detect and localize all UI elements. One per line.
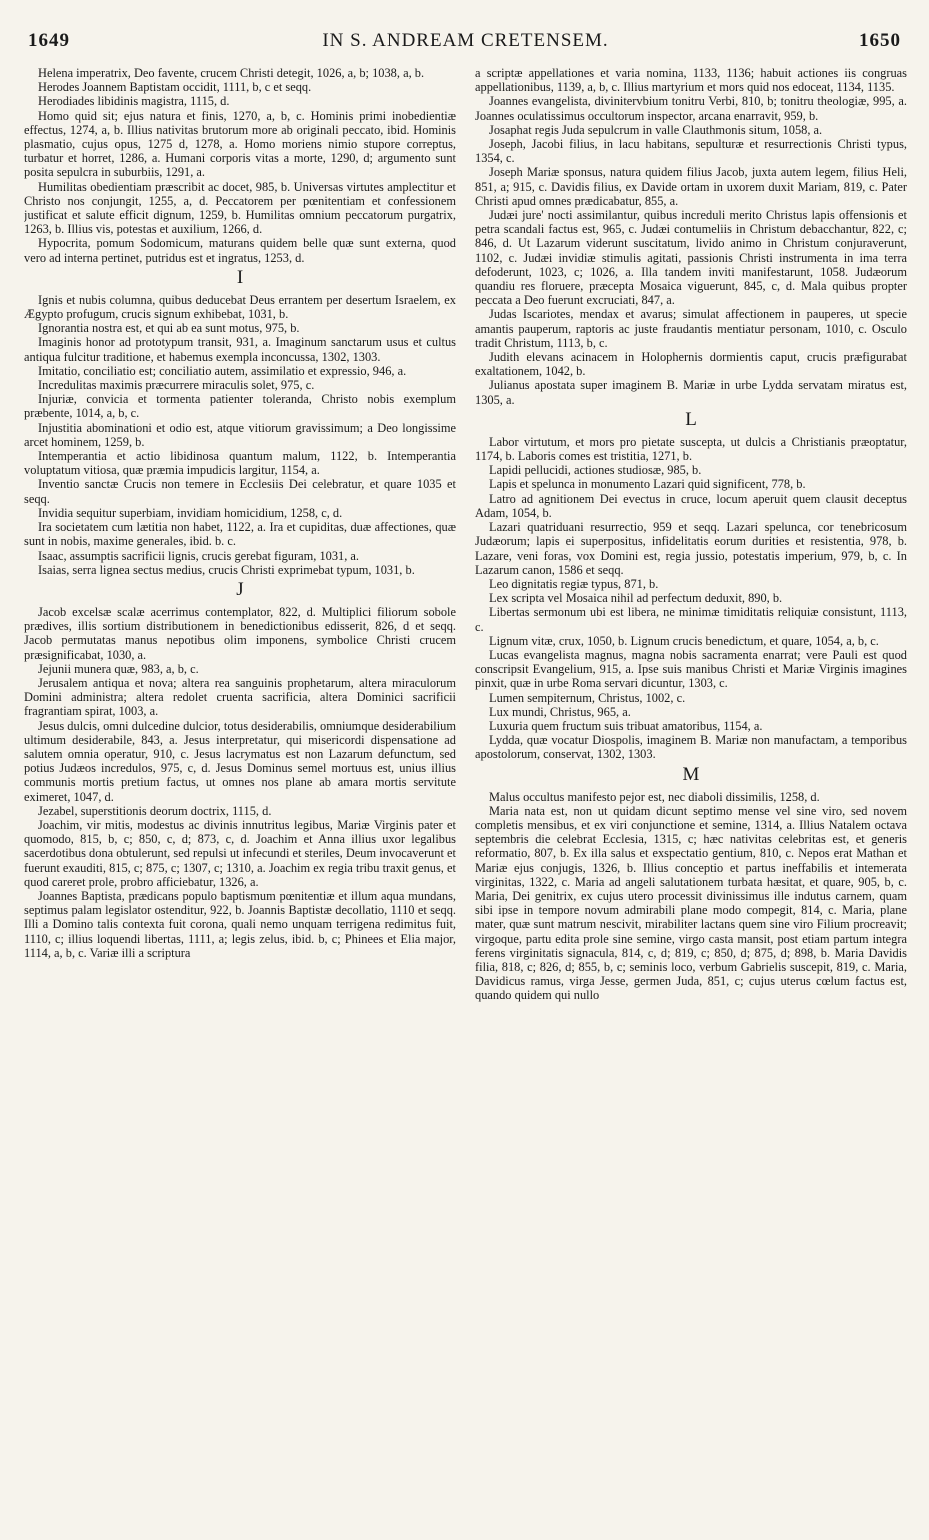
index-entry: Lignum vitæ, crux, 1050, b. Lignum crucis benedictum, et quare, 1054, a, b, c. [489,633,879,648]
index-entry: Herodiades libidinis magistra, 1115, d. [38,94,230,109]
index-entry: Josaphat regis Juda sepulcrum in valle Clauthmonis situm, 1058, a. [489,122,823,137]
index-entry: Jejunii munera quæ, 983, a, b, c. [38,661,199,676]
index-entry: Lux mundi, Christus, 965, a. [489,704,631,719]
index-entry: Joannes evangelista, divinitervbium tonitru Verbi, 810, b; tonitru theologiæ, 995, a. Joannes oculatissimus occultorum inspector, arcana enarravit, 959, b. [475,94,907,123]
section-letter: L [685,408,697,430]
index-entry: Labor virtutum, et mors pro pietate suscepta, ut dulcis a Christianis præoptatur, 1174, b. Laboris comes est tristitia, 1271, b. [475,434,907,464]
index-entry: Ignorantia nostra est, et qui ab ea sunt motus, 975, b. [38,321,300,336]
index-entry: Lydda, quæ vocatur Diospolis, imaginem B. Mariæ non manufactam, a temporibus apostolorum, conservat, 1302, 1303. [475,733,907,762]
index-entry: Lazari quatriduani resurrectio, 959 et seqq. Lazari spelunca, cor tenebricosum Judæorum; lapis ei superpositus, infidelitatis eorum durities et resistentia, 978, b. Lazare, veni foras, vox Domini est, regia jussio, potestatis imperium, 979, b, c. In Lazarum canon, 1586 et seqq. [475,520,907,577]
index-entry: Isaac, assumptis sacrificii lignis, crucis gerebat figuram, 1031, a. [38,548,360,563]
running-title: IN S. ANDREAM CRETENSEM. [322,30,609,51]
index-entry: Injuriæ, convicia et tormenta patienter toleranda, Christo nobis exemplum præbente, 1014, a, b, c. [24,392,456,421]
index-entry: Jesus dulcis, omni dulcedine dulcior, totus desiderabilis, omniumque desiderabilium ultimum desiderabile, 843, a. Jesus interpretatur, qui misericordi dispensatione ad salutem omnia operatur, 910, c. Jesus lacrymatus est non Lazarum defunctum, sed potius Judæos incredulos, 975, c, d. Jesus Dominus semel mortuus est, unius illius communis mortis pretium factus, ut omnes nos plane ab amara mortis servitute eximeret, 1047, d. [24,718,456,804]
left-column [24,66,456,1003]
section-letter: J [236,578,244,600]
index-entry: Luxuria quem fructum suis tribuat amatoribus, 1154, a. [489,718,763,733]
index-entry: Judas Iscariotes, mendax et avarus; simulat affectionem in pauperes, ut specie amantis pauperum, raptoris ac juste fraudantis mentiatur personam, 1010, c. Osculo tradit Christum, 1113, b, c. [475,307,907,350]
index-entry: Intemperantia et actio libidinosa quantum malum, 1122, b. Intemperantia voluptatum vitiosa, quæ præmia impudicis largitur, 1154, a. [24,449,456,478]
index-entry: Incredulitas maximis præcurrere miraculis solet, 975, c. [38,378,315,393]
running-header [24,30,907,64]
right-column [475,66,907,1003]
index-entry: Jerusalem antiqua et nova; altera rea sanguinis prophetarum, altera miraculorum Domini administra; altera redolet cruenta sacrificia, altera Dominici sacrificii fragrantiam spirat, 1003, a. [24,675,456,719]
index-entry: Maria nata est, non ut quidam dicunt septimo mense vel sine viro, sed novem completis mensibus, et ex viri conjunctione et semine, 1314, a. Illius Natalem octava septembris die celebrat Ecclesia, 1315, c; hæc nativitas celebritas est, et generis reformatio, 807, b. Ex illa salus et exspectatio gentium, 810, c. Nepos erat Mathan et Mariæ ejus conjugis, 1326, b. Illius conceptio et partus ineffabilis et intemerata virginitas, 1322, c. Maria ad angeli salutationem turbata hæsitat, et quare, 905, b, c. Maria, Dei genitrix, ex cujus utero processit divinissimus ille indutus carnem, quam sibi ipse in tempore novum admirabili plane modo compegit, 814, c. Maria, plane mater, quæ sunt matrum nescivit, mirabiliter lactans quem sine viro Filium procreavit; virgoque, partu edita prole sine semine, virgo casta mansit, post etiam partum integra ferens virginitatis signacula, 814, c, d; 819, c; 850, d; 875, d; 898, b. Maria Davidis filia, 818, c; 826, d; 855, b, c; seminis loco, verbum Gabrielis suscepit, 819, c. Maria, Davidicus ramus, virga Jesse, germen Juda, 851, c; cujus uterus cœlum factus est, quando quidem qui nullo [475,803,907,1003]
index-entry: Ira societatem cum lætitia non habet, 1122, a. Ira et cupiditas, duæ affectiones, quæ sunt in nobis, maxime generales, ibid. b. c. [24,520,456,549]
section-letter: I [236,266,244,288]
index-entry: Jacob excelsæ scalæ acerrimus contemplator, 822, d. Multiplici filiorum sobole prædives, illis sortium distributionem in benedictionibus edisserit, 826, d et seqq. Jacob permutatas manus nepotibus olim imponens, symbolice Christi crucem præsignificabat, 1030, a. [24,604,456,662]
index-columns [24,66,907,1003]
index-entry: Joseph, Jacobi filius, in lacu habitans, sepulturæ et resurrectionis Christi typus, 1354, c. [475,137,907,166]
index-entry: Invidia sequitur superbiam, invidiam homicidium, 1258, c, d. [38,505,343,520]
index-entry: a scriptæ appellationes et varia nomina, 1133, 1136; habuit actiones iis congruas appellationibus, 1139, a, b, c. Illius martyrium et mors quid nos edoceat, 1134, 1135. [475,66,907,95]
index-entry: Hypocrita, pomum Sodomicum, maturans quidem belle quæ sunt externa, quod vero ad interna pertinet, putridus est et ingratus, 1253, d. [24,236,456,265]
section-letter: M [682,763,700,785]
index-entry: Jezabel, superstitionis deorum doctrix, 1115, d. [38,803,272,818]
page-number-right: 1650 [859,30,901,51]
index-entry: Helena imperatrix, Deo favente, crucem Christi detegit, 1026, a, b; 1038, a, b. [38,66,425,80]
index-entry: Humilitas obedientiam præscribit ac docet, 985, b. Universas virtutes amplectitur et Christo nos conjungit, 1255, a, d. Peccatorem per pœnitentiam et confessionem justificat et salute efficit dignum, 1259, b. Humilitas omnium peccatorum purgatrix, 1263, b. Illius vis, potestas et auxilium, 1266, d. [24,179,456,237]
index-entry: Judith elevans acinacem in Holophernis dormientis caput, crucis præfigurabat exaltationem, 1042, b. [475,350,907,379]
index-entry: Joannes Baptista, prædicans populo baptismum pœnitentiæ et illum aqua mundans, septimus palam legislator ostenditur, 922, b. Joannis Baptistæ decollatio, 1110 et seqq. Illi a Domino talis contexta fuit corona, quali nemo unquam terrigena redimitus fuit, 1110, c; illius loquendi libertas, 1111, a; legis zelus, ibid. b, c; Phinees et Elia major, 1114, a, b, c. Variæ illi a scriptura [24,888,456,960]
index-entry: Latro ad agnitionem Dei evectus in cruce, locum aperuit quem clausit deceptus Adam, 1054, b. [475,491,907,520]
index-entry: Leo dignitatis regiæ typus, 871, b. [489,576,659,591]
index-entry: Lapis et spelunca in monumento Lazari quid significent, 778, b. [489,477,806,492]
index-entry: Inventio sanctæ Crucis non temere in Ecclesiis Dei celebratur, et quare 1035 et seqq. [24,477,456,506]
index-entry: Imaginis honor ad prototypum transit, 931, a. Imaginum sanctarum usus et cultus antiqua fulcitur traditione, et habemus exempla inconcussa, 1302, 1303. [24,335,456,364]
index-entry: Imitatio, conciliatio est; conciliatio autem, assimilatio et expressio, 946, a. [38,363,407,378]
index-entry: Judæi jure' nocti assimilantur, quibus increduli merito Christus lapis offensionis et petra scandali factus est, 965, c. Judæi contumeliis in Christum debacchantur, 822, c; 846, d. Ut Lazarum viderunt suscitatum, livido animo in Christum conjuraverunt, 1102, c. Judæi invidiæ stimulis agitati, passionis Christi instrumenta in ima terra defoderunt, 1023, c; 1026, a. Illa tandem inviti manifestarunt, 1058. Judæorum quandiu res floruere, præcepta Mosaica viguerunt, 845, c, d. Mala quibus propter peccata a Deo fuerunt excruciati, 847, a. [475,208,907,308]
index-entry: Isaias, serra lignea sectus medius, crucis Christi exprimebat typum, 1031, b. [38,562,415,577]
index-entry: Julianus apostata super imaginem B. Mariæ in urbe Lydda servatam miratus est, 1305, a. [475,378,907,407]
index-entry: Herodes Joannem Baptistam occidit, 1111, b, c et seqq. [38,80,312,95]
index-entry: Injustitia abominationi et odio est, atque vitiorum gravissimum; a Deo longissime arcet hominem, 1259, b. [24,420,456,449]
index-entry: Lapidi pellucidi, actiones studiosæ, 985, b. [489,463,702,478]
page-number-left: 1649 [28,30,70,51]
index-entry: Homo quid sit; ejus natura et finis, 1270, a, b, c. Hominis primi inobedientiæ effectus, 1274, a, b. Illius nativitas brutorum more ab originali peccato, ibid. Hominis plasmatio, cujus opus, 1275 d, 1278, a. Homo moriens nimio stupore correptus, turbatur et horret, 1286, a. Humani corporis vitas a morte, 1290, d; argumento sunt posita sepulcra in suburbiis, 1291, a. [24,108,456,180]
index-entry: Ignis et nubis columna, quibus deducebat Deus errantem per desertum Israelem, ex Ægypto profugum, crucis signum exhibebat, 1031, b. [24,292,456,322]
index-entry: Lucas evangelista magnus, magna nobis sacramenta enarrat; vere Pauli est quod conscripsit Evangelium, 915, a. Ipse suis manibus Christi et Mariæ Virginis imagines pinxit, quæ in urbe Roma servari dicuntur, 1303, c. [475,647,907,691]
index-entry: Joachim, vir mitis, modestus ac divinis innutritus legibus, Mariæ Virginis pater et quomodo, 815, b, c; 850, c, d; 873, c, d. Joachim et Anna illius uxor legalibus sacerdotibus dona obtulerunt, sed repulsi ut infecundi et steriles, Deum invocaverunt et fuerunt exauditi, 815, c; 875, c; 1307, c; 1310, a. Joachim ex regia tribu traxit genus, et quod careret prole, probro afficiebatur, 1326, a. [24,817,456,889]
index-entry: Joseph Mariæ sponsus, natura quidem filius Jacob, juxta autem legem, filius Heli, 851, a; 915, c. Davidis filius, ex Davide ortam in uxorem duxit Mariam, 819, c. Pater Christi apud omnes prædicabatur, 855, a. [475,165,907,208]
index-entry: Malus occultus manifesto pejor est, nec diaboli dissimilis, 1258, d. [489,789,820,804]
index-entry: Libertas sermonum ubi est libera, ne minimæ timiditatis reliquiæ consistunt, 1113, c. [475,605,907,634]
index-entry: Lex scripta vel Mosaica nihil ad perfectum deduxit, 890, b. [489,591,783,606]
index-entry: Lumen sempiternum, Christus, 1002, c. [489,690,686,705]
